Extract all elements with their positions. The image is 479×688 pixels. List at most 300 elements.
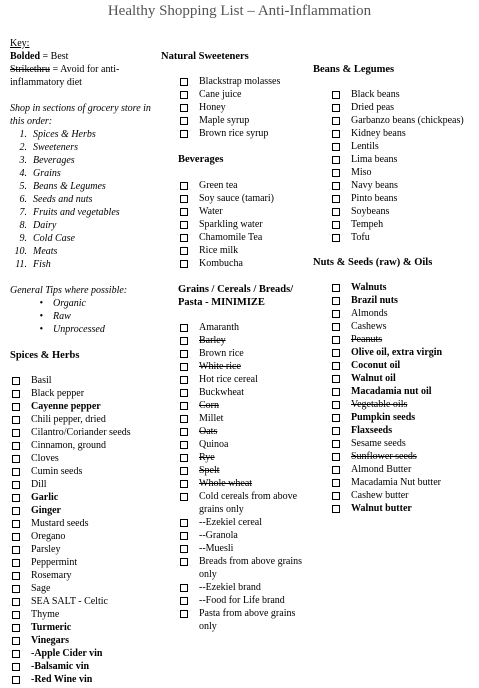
checkbox-icon[interactable]: [180, 532, 188, 540]
item-label: Thyme: [31, 609, 60, 620]
item-label: Buckwheat: [199, 387, 244, 398]
order-label: Fish: [33, 259, 51, 270]
item-label: Chili pepper, dried: [31, 414, 106, 425]
list-item: [330, 437, 473, 450]
order-number: 6.: [19, 194, 27, 205]
list-item: [10, 374, 158, 387]
checkbox-icon[interactable]: [180, 480, 188, 488]
checkbox-icon[interactable]: [180, 376, 188, 384]
checkbox-icon[interactable]: [12, 598, 20, 606]
checkbox-icon[interactable]: [332, 466, 340, 474]
list-item: [10, 452, 158, 465]
item-label: Cinnamon, ground: [31, 440, 106, 451]
list-item: [330, 463, 473, 476]
list-item: [330, 114, 473, 127]
checkbox-icon[interactable]: [12, 520, 20, 528]
checkbox-icon[interactable]: [12, 377, 20, 385]
item-label: Pasta from above grains only: [199, 608, 296, 632]
order-item: [10, 206, 158, 219]
item-label: Parsley: [31, 544, 61, 555]
spices-list: [10, 374, 158, 686]
item-label: Cane juice: [199, 89, 242, 100]
item-label: --Muesli: [199, 543, 234, 554]
checkbox-icon[interactable]: [332, 349, 340, 357]
item-label: Whole wheat: [199, 478, 253, 489]
list-item: [10, 673, 158, 686]
list-item: [330, 140, 473, 153]
order-number: 10.: [14, 246, 27, 257]
bullet-icon: •: [39, 311, 43, 322]
order-label: Sweeteners: [33, 142, 78, 153]
checkbox-icon[interactable]: [332, 505, 340, 513]
tip-label: Unprocessed: [53, 324, 105, 335]
item-label: Garlic: [31, 492, 59, 503]
item-label: --Food for Life brand: [199, 595, 285, 606]
list-item: [178, 451, 308, 464]
order-number: 8.: [19, 220, 27, 231]
checkbox-icon[interactable]: [12, 611, 20, 619]
spices-heading: Spices & Herbs: [10, 350, 80, 361]
page-title: Healthy Shopping List – Anti-Inflammation: [107, 3, 372, 19]
list-item: [330, 411, 473, 424]
list-item: [178, 257, 308, 270]
checkbox-icon[interactable]: [180, 558, 188, 566]
checkbox-icon[interactable]: [332, 492, 340, 500]
list-item: [178, 607, 308, 633]
list-item: [330, 101, 473, 114]
item-label: --Granola: [199, 530, 238, 541]
item-label: Black beans: [351, 89, 400, 100]
list-item: [178, 192, 308, 205]
sweeteners-list: [178, 75, 308, 140]
item-label: Rice milk: [199, 245, 239, 256]
checkbox-icon[interactable]: [180, 247, 188, 255]
list-item: [330, 192, 473, 205]
order-number: 1.: [19, 129, 27, 140]
checkbox-icon[interactable]: [12, 572, 20, 580]
list-item: [10, 660, 158, 673]
checkbox-icon[interactable]: [12, 585, 20, 593]
item-label: Water: [199, 206, 223, 217]
key-bold-line: [10, 50, 158, 63]
list-item: [10, 413, 158, 426]
item-label: Almonds: [351, 308, 388, 319]
checkbox-icon[interactable]: [180, 208, 188, 216]
checkbox-icon[interactable]: [12, 468, 20, 476]
list-item: [10, 556, 158, 569]
item-label: Blackstrap molasses: [199, 76, 281, 87]
checkbox-icon[interactable]: [12, 390, 20, 398]
checkbox-icon[interactable]: [180, 389, 188, 397]
checkbox-icon[interactable]: [332, 234, 340, 242]
checkbox-icon[interactable]: [12, 442, 20, 450]
item-label: Barley: [199, 335, 226, 346]
right-column: [313, 63, 473, 515]
checkbox-icon[interactable]: [332, 284, 340, 292]
checkbox-icon[interactable]: [332, 375, 340, 383]
checkbox-icon[interactable]: [180, 234, 188, 242]
list-item: [330, 489, 473, 502]
order-number: 11.: [15, 259, 27, 270]
item-label: Honey: [199, 102, 226, 113]
checkbox-icon[interactable]: [180, 182, 188, 190]
checkbox-icon[interactable]: [180, 610, 188, 618]
checkbox-icon[interactable]: [12, 637, 20, 645]
order-item: [10, 232, 158, 245]
checkbox-icon[interactable]: [332, 117, 340, 125]
item-label: --Ezekiel brand: [199, 582, 261, 593]
checkbox-icon[interactable]: [180, 104, 188, 112]
checkbox-icon[interactable]: [180, 350, 188, 358]
checkbox-icon[interactable]: [180, 545, 188, 553]
item-label: Lima beans: [351, 154, 398, 165]
order-label: Beverages: [33, 155, 75, 166]
checkbox-icon[interactable]: [332, 297, 340, 305]
item-label: Rosemary: [31, 570, 72, 581]
checkbox-icon[interactable]: [12, 663, 20, 671]
order-number: 7.: [19, 207, 27, 218]
item-label: Brown rice syrup: [199, 128, 269, 139]
list-item: [10, 621, 158, 634]
list-item: [330, 153, 473, 166]
checkbox-icon[interactable]: [180, 493, 188, 501]
checkbox-icon[interactable]: [180, 195, 188, 203]
list-item: [330, 88, 473, 101]
list-item: [330, 502, 473, 515]
checkbox-icon[interactable]: [12, 455, 20, 463]
order-list: [10, 128, 158, 271]
checkbox-icon[interactable]: [12, 559, 20, 567]
list-item: [10, 478, 158, 491]
order-label: Meats: [33, 246, 58, 257]
checkbox-icon[interactable]: [332, 169, 340, 177]
list-item: [330, 294, 473, 307]
key-bold-word: Bolded: [10, 51, 41, 62]
checkbox-icon[interactable]: [180, 441, 188, 449]
checkbox-icon[interactable]: [332, 479, 340, 487]
checkbox-icon[interactable]: [332, 130, 340, 138]
checkbox-icon[interactable]: [12, 494, 20, 502]
list-item: [178, 231, 308, 244]
key-heading: Key:: [10, 38, 30, 49]
list-item: [330, 333, 473, 346]
tips-intro: General Tips where possible:: [10, 285, 128, 296]
checkbox-icon[interactable]: [180, 519, 188, 527]
item-label: White rice: [199, 361, 241, 372]
checkbox-icon[interactable]: [180, 363, 188, 371]
tip-label: Raw: [53, 311, 71, 322]
item-label: Hot rice cereal: [199, 374, 258, 385]
checkbox-icon[interactable]: [180, 130, 188, 138]
checkbox-icon[interactable]: [332, 362, 340, 370]
item-label: Pumpkin seeds: [351, 412, 416, 423]
tip-item: [10, 297, 158, 310]
order-item: [10, 141, 158, 154]
list-item: [178, 386, 308, 399]
list-item: [10, 400, 158, 413]
list-item: [10, 439, 158, 452]
item-label: Turmeric: [31, 622, 72, 633]
list-item: [178, 347, 308, 360]
checkbox-icon[interactable]: [332, 414, 340, 422]
item-label: Walnuts: [351, 282, 387, 293]
item-label: Brazil nuts: [351, 295, 398, 306]
checkbox-icon[interactable]: [180, 78, 188, 86]
order-item: [10, 180, 158, 193]
item-label: Chamomile Tea: [199, 232, 263, 243]
list-item: [10, 491, 158, 504]
order-item: [10, 128, 158, 141]
order-label: Seeds and nuts: [33, 194, 93, 205]
list-item: [10, 543, 158, 556]
list-item: [178, 425, 308, 438]
item-label: Spelt: [199, 465, 220, 476]
list-item: [330, 346, 473, 359]
item-label: Cloves: [31, 453, 59, 464]
item-label: Peanuts: [351, 334, 383, 345]
list-item: [178, 412, 308, 425]
item-label: Macadamia Nut butter: [351, 477, 441, 488]
item-label: Peppermint: [31, 557, 78, 568]
list-item: [10, 582, 158, 595]
item-label: Macadamia nut oil: [351, 386, 432, 397]
order-item: [10, 258, 158, 271]
checkbox-icon[interactable]: [332, 104, 340, 112]
item-label: Walnut oil: [351, 373, 396, 384]
checkbox-icon[interactable]: [180, 117, 188, 125]
checkbox-icon[interactable]: [180, 221, 188, 229]
item-label: Tofu: [351, 232, 370, 243]
item-label: Quinoa: [199, 439, 229, 450]
list-item: [10, 504, 158, 517]
list-item: [178, 477, 308, 490]
list-item: [178, 179, 308, 192]
list-item: [178, 321, 308, 334]
tips-list: [10, 297, 158, 336]
list-item: [330, 450, 473, 463]
list-item: [10, 608, 158, 621]
checkbox-icon[interactable]: [332, 156, 340, 164]
list-item: [178, 218, 308, 231]
checkbox-icon[interactable]: [332, 310, 340, 318]
nuts-list: [330, 281, 473, 515]
list-item: [330, 424, 473, 437]
order-label: Dairy: [33, 220, 57, 231]
item-label: Cold cereals from above grains only: [199, 491, 298, 515]
order-item: [10, 167, 158, 180]
checkbox-icon[interactable]: [12, 624, 20, 632]
checkbox-icon[interactable]: [180, 428, 188, 436]
list-item: [330, 372, 473, 385]
item-label: Olive oil, extra virgin: [351, 347, 443, 358]
item-label: Soybeans: [351, 206, 390, 217]
checkbox-icon[interactable]: [332, 336, 340, 344]
checkbox-icon[interactable]: [12, 416, 20, 424]
order-intro: Shop in sections of grocery store in this order:: [10, 103, 151, 127]
checkbox-icon[interactable]: [180, 402, 188, 410]
bullet-icon: •: [39, 298, 43, 309]
nuts-heading: Nuts & Seeds (raw) & Oils: [313, 257, 433, 268]
list-item: [330, 385, 473, 398]
item-label: Breads from above grains only: [199, 556, 303, 580]
item-label: Sparkling water: [199, 219, 263, 230]
list-item: [330, 127, 473, 140]
list-item: [178, 114, 308, 127]
item-label: Sesame seeds: [351, 438, 406, 449]
checkbox-icon[interactable]: [180, 584, 188, 592]
checkbox-icon[interactable]: [180, 324, 188, 332]
checkbox-icon[interactable]: [180, 454, 188, 462]
order-number: 2.: [19, 142, 27, 153]
checkbox-icon[interactable]: [332, 221, 340, 229]
checkbox-icon[interactable]: [332, 388, 340, 396]
list-item: [10, 647, 158, 660]
checkbox-icon[interactable]: [332, 195, 340, 203]
item-label: Cayenne pepper: [31, 401, 101, 412]
list-item: [10, 465, 158, 478]
item-label: Sage: [31, 583, 51, 594]
list-item: [330, 218, 473, 231]
list-item: [178, 360, 308, 373]
item-label: Mustard seeds: [31, 518, 89, 529]
key-strike-line: [10, 63, 158, 89]
checkbox-icon[interactable]: [332, 208, 340, 216]
checkbox-icon[interactable]: [12, 403, 20, 411]
item-label: -Apple Cider vin: [31, 648, 103, 659]
checkbox-icon[interactable]: [332, 323, 340, 331]
item-label: Walnut butter: [351, 503, 412, 514]
list-item: [178, 399, 308, 412]
sweeteners-heading: Natural Sweeteners: [161, 51, 249, 62]
checkbox-icon[interactable]: [12, 676, 20, 684]
tip-item: [10, 323, 158, 336]
middle-column: [161, 50, 308, 633]
list-item: [178, 438, 308, 451]
key-strike-word: Strikethru: [10, 64, 50, 75]
list-item: [10, 569, 158, 582]
item-label: Flaxseeds: [351, 425, 393, 436]
item-label: Black pepper: [31, 388, 85, 399]
checkbox-icon[interactable]: [180, 467, 188, 475]
item-label: Kombucha: [199, 258, 243, 269]
item-label: Coconut oil: [351, 360, 401, 371]
order-label: Cold Case: [33, 233, 75, 244]
list-item: [178, 75, 308, 88]
item-label: Corn: [199, 400, 219, 411]
checkbox-icon[interactable]: [332, 143, 340, 151]
checkbox-icon[interactable]: [12, 481, 20, 489]
item-label: Tempeh: [351, 219, 384, 230]
list-item: [330, 307, 473, 320]
order-label: Grains: [33, 168, 61, 179]
list-item: [330, 359, 473, 372]
item-label: Rye: [199, 452, 215, 463]
checkbox-icon[interactable]: [180, 260, 188, 268]
list-item: [330, 205, 473, 218]
checkbox-icon[interactable]: [180, 415, 188, 423]
list-item: [330, 398, 473, 411]
tip-item: [10, 310, 158, 323]
item-label: Vinegars: [31, 635, 69, 646]
beverages-heading: Beverages: [178, 154, 224, 165]
list-item: [178, 581, 308, 594]
grains-heading: Grains / Cereals / Breads/ Pasta - MINIMIZE: [178, 284, 294, 308]
list-item: [178, 205, 308, 218]
item-label: Amaranth: [199, 322, 239, 333]
item-label: SEA SALT - Celtic: [31, 596, 108, 607]
tip-label: Organic: [53, 298, 86, 309]
checkbox-icon[interactable]: [180, 91, 188, 99]
list-item: [178, 516, 308, 529]
item-label: Green tea: [199, 180, 238, 191]
checkbox-icon[interactable]: [180, 597, 188, 605]
list-item: [10, 387, 158, 400]
left-column: [10, 37, 158, 686]
list-item: [330, 166, 473, 179]
checkbox-icon[interactable]: [12, 507, 20, 515]
checkbox-icon[interactable]: [332, 427, 340, 435]
item-label: Brown rice: [199, 348, 244, 359]
checkbox-icon[interactable]: [12, 546, 20, 554]
order-number: 5.: [19, 181, 27, 192]
checkbox-icon[interactable]: [12, 429, 20, 437]
item-label: Vegetable oils: [351, 399, 408, 410]
item-label: Basil: [31, 375, 52, 386]
beans-list: [330, 88, 473, 244]
item-label: Garbanzo beans (chickpeas): [351, 115, 464, 126]
item-label: -Red Wine vin: [31, 674, 93, 685]
item-label: Cumin seeds: [31, 466, 83, 477]
order-item: [10, 245, 158, 258]
checkbox-icon[interactable]: [332, 182, 340, 190]
checkbox-icon[interactable]: [332, 91, 340, 99]
item-label: Dried peas: [351, 102, 395, 113]
order-number: 4.: [19, 168, 27, 179]
list-item: [330, 476, 473, 489]
list-item: [178, 464, 308, 477]
beans-heading: Beans & Legumes: [313, 64, 395, 75]
list-item: [10, 634, 158, 647]
item-label: Lentils: [351, 141, 379, 152]
list-item: [330, 320, 473, 333]
list-item: [330, 179, 473, 192]
checkbox-icon[interactable]: [180, 337, 188, 345]
list-item: [178, 88, 308, 101]
key-strike-rest: = Avoid for anti-inflammatory diet: [10, 64, 120, 88]
checkbox-icon[interactable]: [332, 440, 340, 448]
list-item: [10, 530, 158, 543]
order-number: 9.: [19, 233, 27, 244]
list-item: [178, 490, 308, 516]
list-item: [178, 127, 308, 140]
item-label: Ginger: [31, 505, 61, 516]
checkbox-icon[interactable]: [332, 401, 340, 409]
order-item: [10, 154, 158, 167]
list-item: [178, 542, 308, 555]
checkbox-icon[interactable]: [332, 453, 340, 461]
checkbox-icon[interactable]: [12, 533, 20, 541]
list-item: [178, 529, 308, 542]
list-item: [330, 281, 473, 294]
checkbox-icon[interactable]: [12, 650, 20, 658]
beverages-list: [178, 179, 308, 270]
item-label: Cashew butter: [351, 490, 409, 501]
item-label: Kidney beans: [351, 128, 406, 139]
item-label: -Balsamic vin: [31, 661, 90, 672]
item-label: Maple syrup: [199, 115, 250, 126]
item-label: Dill: [31, 479, 47, 490]
key-bold-rest: = Best: [40, 51, 69, 62]
